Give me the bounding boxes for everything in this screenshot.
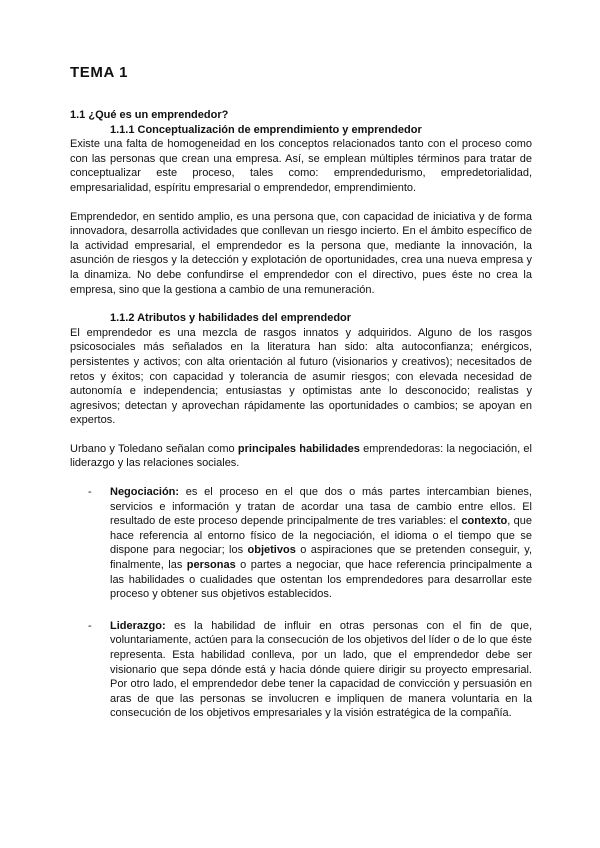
text-run: es el proceso en el que dos o más partes intercambian bienes, servicios e información y tratan de acordar una tasa de cambio entre ellos. El resultado de este proceso depende principalmente de tres variables: el bbox=[110, 486, 532, 528]
bold-text-run: contexto bbox=[461, 515, 508, 528]
section-heading: 1.1 ¿Qué es un emprendedor? bbox=[70, 109, 229, 121]
bold-text-run: objetivos bbox=[247, 544, 296, 557]
bullet-text bbox=[110, 619, 532, 721]
text-run: o aspiraciones que se pretenden conseguir, y, finalmente, las bbox=[110, 544, 532, 572]
bullet-item bbox=[70, 485, 532, 602]
text-run: , que hace referencia al entorno físico de la negociación, el idioma o el tiempo que se dispone para negociar; los bbox=[110, 515, 533, 557]
text-run: Emprendedor, en sentido amplio, es una persona que, con capacidad de iniciativa y de forma innovadora, desarrolla actividades que conllevan un riesgo incierto. En el ámbito específico de la actividad empresarial, el emprendedor es la persona que, mediante la innovación, la asunción de riesgos y la detección y explotación de oportunidades, crea una nueva empresa y la dinamiza. No debe confundirse el emprendedor con el directivo, pues éste no crea la empresa, sino que la gestiona a cambio de una remuneración. bbox=[70, 210, 532, 296]
paragraph bbox=[70, 210, 532, 298]
paragraph bbox=[70, 137, 532, 195]
text-run: es la habilidad de influir en otras personas con el fin de que, voluntariamente, actúen para la consecución de los objetivos del líder o de lo que éste representa. Esta habilidad conlleva, por un lado, que el emprendedor debe ser visionario que sepa dónde está y hacia dónde quiere dirigir su proyecto empresarial. Por otro lado, el emprendedor debe tener la capacidad de convicción y persuasión en aras de que las personas se involucren e impliquen de manera voluntaria en la consecución de los objetivos empresariales y la visión estratégica de la compañía. bbox=[110, 619, 532, 720]
text-run: Urbano y Toledano señalan como bbox=[70, 442, 238, 455]
bullet-text bbox=[110, 485, 532, 602]
bold-text-run: Negociación: bbox=[110, 486, 180, 499]
bullet-marker: - bbox=[88, 486, 92, 499]
paragraph bbox=[70, 442, 532, 471]
document-body bbox=[70, 108, 532, 721]
sub-heading: 1.1.1 Conceptualización de emprendimiento y emprendedor bbox=[110, 123, 422, 136]
bold-text-run: principales habilidades bbox=[237, 442, 360, 455]
text-run: Existe una falta de homogeneidad en los conceptos relacionados tanto con el proceso como con las personas que crean una empresa. Así, se emplean múltiples términos para tratar de conceptualizar este proceso, tales como: emprendedurismo, empredetorialidad, empresarialidad, espíritu empresarial o emprendedor, emprendimiento. bbox=[70, 138, 532, 194]
bold-text-run: personas bbox=[186, 559, 236, 572]
bullet-marker: - bbox=[88, 619, 92, 632]
paragraph bbox=[70, 326, 532, 428]
sub-heading: 1.1.2 Atributos y habilidades del emprendedor bbox=[110, 312, 352, 325]
bullet-item bbox=[70, 619, 532, 721]
bold-text-run: Liderazgo: bbox=[110, 619, 166, 632]
document-title: TEMA 1 bbox=[70, 64, 129, 81]
text-run: emprendedoras: la negociación, el liderazgo y las relaciones sociales. bbox=[70, 442, 532, 470]
text-run: El emprendedor es una mezcla de rasgos innatos y adquiridos. Alguno de los rasgos psicosociales más señalados en la literatura han sido: alta autoconfianza; enérgicos, persistentes y activos; con alta orientación al futuro (visionarios y creativos); necesitados de retos y éxitos; con capacidad y tolerancia de asumir riesgos; con elevada necesidad de autonomía e independencia; entusiastas y optimistas ante lo desconocido; realistas y agresivos; detectan y aprovechan rápidamente las oportunidades o cambios; se apoyan en expertos. bbox=[70, 326, 532, 427]
text-run: o partes a negociar, que hace referencia principalmente a las habilidades o cualidades que ostentan los emprendedores para desarrollar este proceso y obtener sus objetivos establecidos. bbox=[110, 559, 533, 601]
